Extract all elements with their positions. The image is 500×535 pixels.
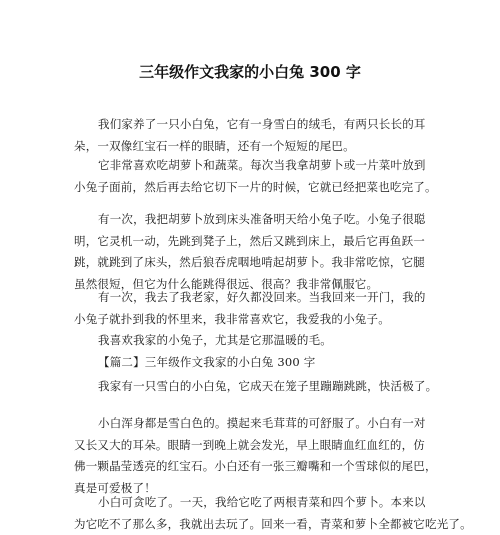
paragraph: [74, 287, 426, 330]
text-line: 有一次，我去了我老家，好久都没回来。当我回来一开门，我的: [74, 287, 426, 309]
paragraph: [74, 114, 426, 157]
paragraph: [74, 330, 426, 352]
text-line: 小白浑身都是雪白色的。摸起来毛茸茸的可舒服了。小白有一对: [74, 413, 426, 435]
text-line: 明，它灵机一动，先跳到凳子上，然后又跳到床上，最后它再鱼跃一: [74, 231, 426, 253]
text-line: 它非常喜欢吃胡萝卜和蔬菜。每次当我拿胡萝卜或一片菜叶放到: [74, 155, 426, 177]
paragraph: [74, 492, 426, 535]
section-heading: [74, 352, 426, 374]
paragraph: [74, 155, 426, 198]
text-line: 我喜欢我家的小兔子，尤其是它那温暖的毛。: [74, 330, 426, 352]
text-line: 佛一颗晶莹透亮的红宝石。小白还有一张三瓣嘴和一个雪球似的尾巴，: [74, 456, 426, 478]
text-line: 我们家养了一只小白兔，它有一身雪白的绒毛，有两只长长的耳: [74, 114, 426, 136]
text-line: 虽然很短，但它为什么能跳得很远、很高？我非常佩服它。: [74, 274, 426, 296]
text-line: 小兔子就扑到我的怀里来，我非常喜欢它，我爱我的小兔子。: [74, 309, 426, 331]
text-line: 我家有一只雪白的小白兔，它成天在笼子里蹦蹦跳跳，快活极了。: [74, 376, 426, 398]
text-line: 【篇二】三年级作文我家的小白兔 300 字: [74, 352, 426, 374]
paragraph: [74, 413, 426, 499]
text-line: 真是可爱极了！: [74, 478, 426, 500]
text-line: 为它吃不了那么多，我就出去玩了。回来一看，青菜和萝卜全都被它吃光了。: [74, 514, 426, 535]
text-line: 朵，一双像红宝石一样的眼睛，还有一个短短的尾巴。: [74, 136, 426, 158]
text-line: 又长又大的耳朵。眼睛一到晚上就会发光，早上眼睛血红血红的，仿: [74, 435, 426, 457]
paragraph: [74, 376, 426, 398]
paragraph: [74, 209, 426, 295]
document-title: 三年级作文我家的小白兔 300 字: [0, 62, 500, 82]
text-line: 小兔子面前，然后再去给它切下一片的时候，它就已经把菜也吃完了。: [74, 177, 426, 199]
text-line: 跳，就跳到了床头，然后狼吞虎咽地啃起胡萝卜。我非常吃惊，它腿: [74, 252, 426, 274]
text-line: 有一次，我把胡萝卜放到床头准备明天给小兔子吃。小兔子很聪: [74, 209, 426, 231]
text-line: 小白可贪吃了。一天，我给它吃了两根青菜和四个萝卜。本来以: [74, 492, 426, 514]
